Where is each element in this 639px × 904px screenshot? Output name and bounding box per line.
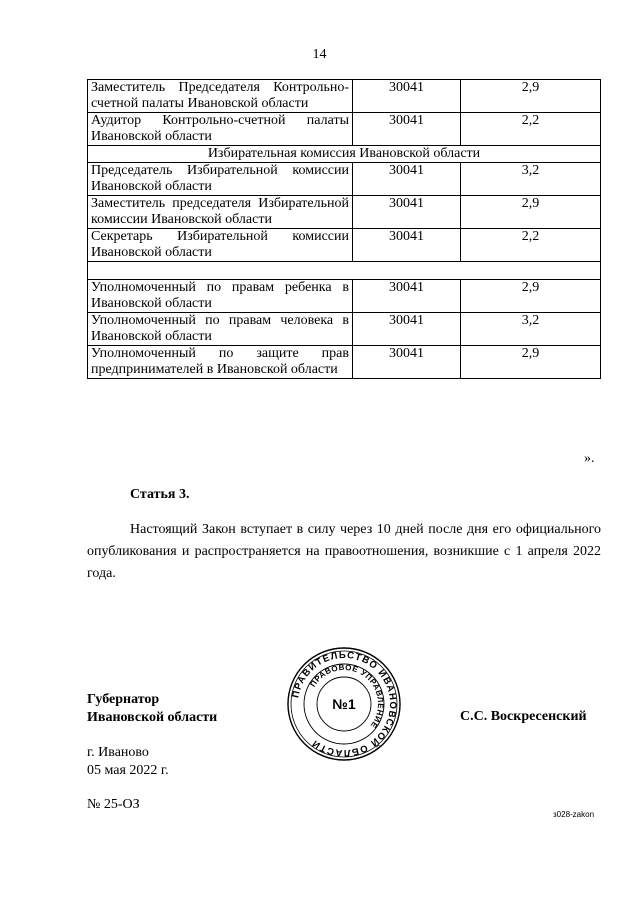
table-row <box>88 229 601 262</box>
coefficient-cell: 3,2 <box>461 313 601 346</box>
position-cell: Заместитель председателя Избирательной комиссии Ивановской области <box>88 196 353 229</box>
code-cell: 30041 <box>353 163 461 196</box>
article-title: Статья 3. <box>130 487 190 502</box>
coefficient-cell: 2,9 <box>461 196 601 229</box>
code-cell: 30041 <box>353 229 461 262</box>
official-seal <box>286 646 402 762</box>
position-cell: Уполномоченный по защите прав предпринимателей в Ивановской области <box>88 346 353 379</box>
code-cell: 30041 <box>353 346 461 379</box>
table-blank-row <box>88 262 601 280</box>
coefficient-cell: 3,2 <box>461 163 601 196</box>
signatory-name: С.С. Воскресенский <box>460 709 587 724</box>
place: г. Иваново <box>87 745 149 760</box>
table-row <box>88 196 601 229</box>
position-cell: Аудитор Контрольно-счетной палаты Ивановской области <box>88 113 353 146</box>
positions-table <box>87 79 601 379</box>
article-text: Настоящий Закон вступает в силу через 10 дней после дня его официального опубликования и распространяется на правоотношения, возникшие с 1 апреля 2022 года. <box>87 522 601 581</box>
table-row <box>88 280 601 313</box>
table-blank-cell <box>88 262 601 280</box>
table-section-label: Избирательная комиссия Ивановской области <box>88 146 601 163</box>
table-section-row <box>88 146 601 163</box>
signatory-title <box>87 691 217 727</box>
signatory-title-line2: Ивановской области <box>87 710 218 725</box>
page-number: 14 <box>312 47 327 62</box>
position-cell: Секретарь Избирательной комиссии Ивановской области <box>88 229 353 262</box>
table-row <box>88 313 601 346</box>
seal-inner-text: ПРАВОВОЕ УПРАВЛЕНИЕ <box>308 662 386 731</box>
code-cell: 30041 <box>353 196 461 229</box>
document-code: з028-zakon <box>553 810 595 819</box>
code-cell: 30041 <box>353 113 461 146</box>
table-row <box>88 113 601 146</box>
table-row <box>88 163 601 196</box>
coefficient-cell: 2,9 <box>461 80 601 113</box>
law-number: № 25-ОЗ <box>87 797 140 812</box>
code-cell: 30041 <box>353 80 461 113</box>
coefficient-cell: 2,2 <box>461 229 601 262</box>
signatory-title-line1: Губернатор <box>87 692 160 707</box>
position-cell: Уполномоченный по правам человека в Ивановской области <box>88 313 353 346</box>
seal-ring-text: ПРАВИТЕЛЬСТВО ИВАНОВСКОЙ ОБЛАСТИ <box>290 649 399 759</box>
coefficient-cell: 2,9 <box>461 346 601 379</box>
table-row <box>88 80 601 113</box>
date: 05 мая 2022 г. <box>87 763 169 778</box>
seal-number: №1 <box>332 696 356 712</box>
position-cell: Председатель Избирательной комиссии Ивановской области <box>88 163 353 196</box>
position-cell: Уполномоченный по правам ребенка в Ивановской области <box>88 280 353 313</box>
code-cell: 30041 <box>353 313 461 346</box>
code-cell: 30041 <box>353 280 461 313</box>
table-row <box>88 346 601 379</box>
closing-quote: ». <box>584 451 595 466</box>
position-cell: Заместитель Председателя Контрольно-счетной палаты Ивановской области <box>88 80 353 113</box>
coefficient-cell: 2,9 <box>461 280 601 313</box>
positions-table-body <box>88 80 601 379</box>
coefficient-cell: 2,2 <box>461 113 601 146</box>
place-and-date <box>87 744 169 780</box>
